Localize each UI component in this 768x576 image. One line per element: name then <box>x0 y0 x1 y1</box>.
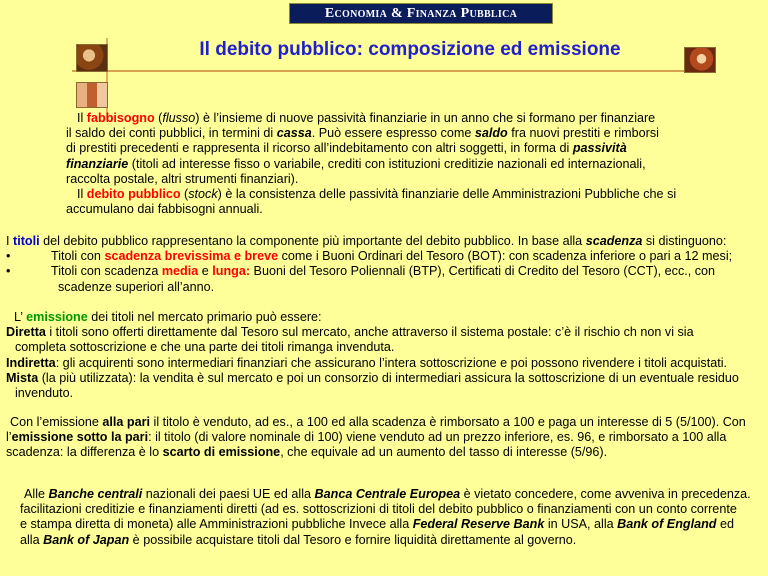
portrait-image-2 <box>684 47 716 73</box>
banche-section: Alle Banche centrali nazionali dei paesi UE ed alla Banca Centrale Europea è vietato concedere, come avveniva in precedenza. facilitazioni creditizie e finanziamenti diretti (ad es. sottoscrizioni di titoli del debito pubblico o finanziamenti con un conto corrente e stampa diretta di moneta) alle Amministrazioni pubbliche Invece alla Federal Reserve Bank in USA, alla Bank of England ed alla Bank of Japan è possibile acquistare titoli dal Tesoro e fornire liquidità direttamente al governo. <box>20 487 751 547</box>
fabbisogno-line-5: raccolta postale, altri strumenti finanziari). <box>66 171 299 186</box>
portrait-image-3 <box>76 82 108 108</box>
bullet-icon: • <box>6 249 11 264</box>
bullet-icon: • <box>6 264 11 279</box>
titoli-section <box>6 234 766 295</box>
horizontal-divider <box>72 70 692 72</box>
fabbisogno-line-3: di prestiti precedenti e rappresenta il ricorso all’indebitamento con altri soggetti, in forma di passività <box>66 141 627 156</box>
emissione-diretta: Diretta i titoli sono offerti direttamente dal Tesoro sul mercato, anche attraverso il sistema postale: c’è il rischio ch non vi sia <box>6 325 694 340</box>
page-title: Il debito pubblico: composizione ed emissione <box>199 39 621 60</box>
debito-line-1: Il debito pubblico (stock) è la consistenza delle passività finanziarie delle Amministrazioni Pubbliche che si <box>77 187 677 202</box>
titoli-bullet-continuation: scadenze superiori all’anno. <box>58 279 215 294</box>
fabbisogno-line-4: finanziarie (titoli ad interesse fisso o variabile, crediti con istituzioni creditizie nazionali ed internazionali, <box>66 156 646 171</box>
emissione-term: emissione <box>26 310 88 324</box>
list-item: • Titoli con scadenza brevissima e breve come i Buoni Ordinari del Tesoro (BOT): con scadenza inferiore o pari a 12 mesi; <box>6 249 733 264</box>
emissione-indiretta: Indiretta: gli acquirenti sono intermediari finanziari che assicurano l’intera sottoscrizione e poi possono rivendere i titoli acquistati. <box>6 355 727 370</box>
emissione-mista: Mista (la più utilizzata): la vendita è sul mercato e poi un consorzio di intermediari assicura la sottoscrizione di un eventuale residuo <box>6 370 739 385</box>
fabbisogno-term: fabbisogno <box>86 111 155 125</box>
titoli-term: titoli <box>13 234 40 248</box>
pari-section: Con l’emissione alla pari il titolo è venduto, ad es., a 100 ed alla scadenza è rimborsato a 100 e paga un interesse di 5 (5/100). Con l’emissione sotto la pari: il titolo (di valore nominale di 100) viene venduto ad un prezzo inferiore, es. 96, e rimborsato a 100 alla scadenza: la differenza è lo scarto di emissione, che equivale ad un aumento del tasso di interesse (5/96). <box>6 415 746 460</box>
portrait-image-1 <box>76 44 108 72</box>
emissione-section: L’ emissione dei titoli nel mercato primario può essere: Diretta i titoli sono offerti direttamente dal Tesoro sul mercato, anche attraverso il sistema postale: c’è il rischio ch non vi sia completa sottoscrizione e che una parte dei titoli rimanga invenduta. Indiretta: gli acquirenti sono intermediari finanziari che assicurano l’intera sottoscrizione e poi possono rivendere i titoli acquistati. Mista (la più utilizzata): la vendita è sul mercato e poi un consorzio di intermediari assicura la sottoscrizione di un eventuale residuo invenduto. <box>6 310 766 401</box>
titoli-intro: I titoli del debito pubblico rappresentano la componente più importante del debito pubblico. In base alla scadenza si distinguono: <box>6 234 727 248</box>
fabbisogno-section <box>66 111 756 217</box>
debito-line-2: accumulano dai fabbisogni annuali. <box>66 202 263 217</box>
fabbisogno-line-1: Il fabbisogno (flusso) è l’insieme di nuove passività finanziarie in un anno che si formano per finanziare <box>77 111 656 125</box>
fabbisogno-line-2: il saldo dei conti pubblici, in termini di cassa. Può essere espresso come saldo fra nuovi prestiti e rimborsi <box>66 126 659 141</box>
debito-pubblico-term: debito pubblico <box>86 187 181 202</box>
header-banner: Economia & Finanza Pubblica <box>289 3 553 24</box>
list-item: • Titoli con scadenza media e lunga: Buoni del Tesoro Poliennali (BTP), Certificati di Credito del Tesoro (CCT), ecc., con <box>6 264 716 279</box>
emissione-intro: L’ emissione dei titoli nel mercato primario può essere: <box>14 310 322 324</box>
